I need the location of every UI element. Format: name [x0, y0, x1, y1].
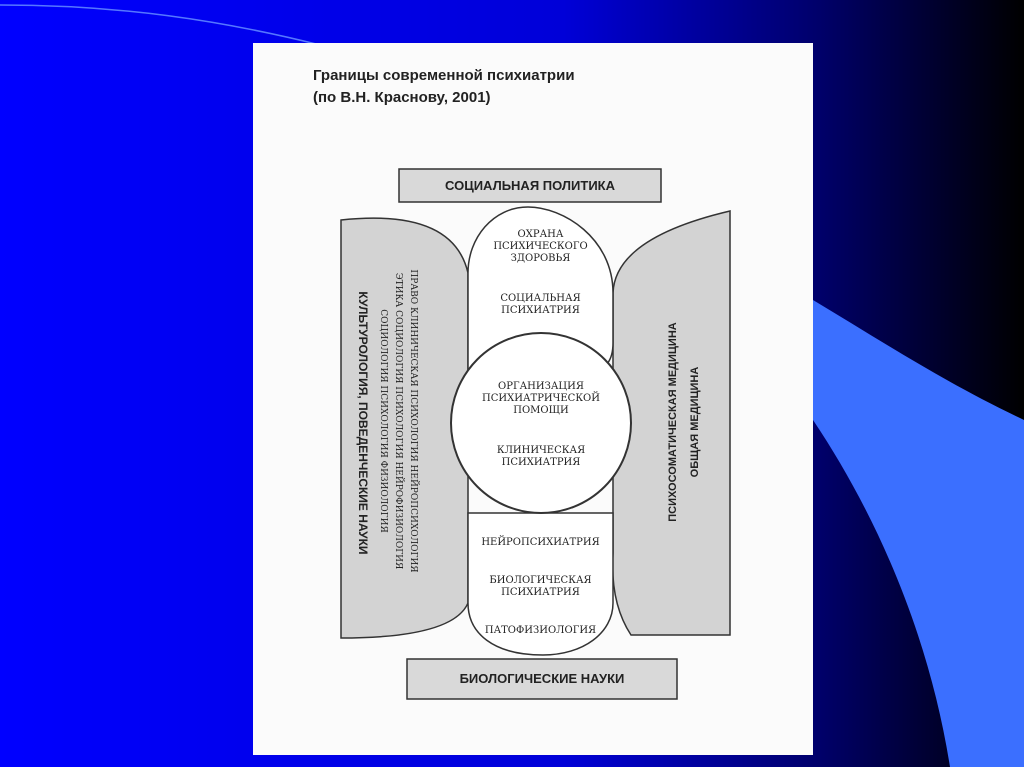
- top-ellipse-line1: ОХРАНА: [517, 229, 564, 240]
- bottom-box-label: БИОЛОГИЧЕСКИЕ НАУКИ: [459, 671, 625, 686]
- right-column-line1: ПСИХОСОМАТИЧЕСКАЯ МЕДИЦИНА: [667, 322, 679, 522]
- scanned-figure: [253, 43, 813, 755]
- top-ellipse-line5: ПСИХИАТРИЯ: [501, 305, 580, 316]
- center-circle-line5: ПСИХИАТРИЯ: [501, 457, 581, 468]
- figure-title-line2: (по В.Н. Краснову, 2001): [313, 89, 491, 106]
- top-ellipse-line2: ПСИХИЧЕСКОГО: [493, 241, 588, 252]
- left-column-main-label: КУЛЬТУРОЛОГИЯ, ПОВЕДЕНЧЕСКИЕ НАУКИ: [356, 291, 370, 555]
- top-ellipse-line3: ЗДОРОВЬЯ: [510, 253, 571, 264]
- center-circle-line4: КЛИНИЧЕСКАЯ: [496, 445, 586, 456]
- top-box-label: СОЦИАЛЬНАЯ ПОЛИТИКА: [445, 178, 615, 193]
- center-circle-line1: ОРГАНИЗАЦИЯ: [498, 381, 584, 392]
- bottom-ellipse-line1: НЕЙРОПСИХИАТРИЯ: [481, 537, 600, 548]
- left-column-row2: ЭТИКА СОЦИОЛОГИЯ ПСИХОЛОГИЯ НЕЙРОФИЗИОЛОГИЯ: [393, 272, 403, 570]
- bottom-ellipse-line4: ПАТОФИЗИОЛОГИЯ: [484, 625, 597, 636]
- center-circle-line3: ПОМОЩИ: [513, 405, 569, 416]
- left-column-row3: ПРАВО КЛИНИЧЕСКАЯ ПСИХОЛОГИЯ НЕЙРОПСИХОЛОГИЯ: [408, 269, 418, 573]
- center-circle: [451, 333, 631, 513]
- right-column-line2: ОБЩАЯ МЕДИЦИНА: [689, 366, 701, 478]
- figure-title-line1: Границы современной психиатрии: [313, 67, 575, 84]
- left-column-row1: СОЦИОЛОГИЯ ПСИХОЛОГИЯ ФИЗИОЛОГИЯ: [378, 309, 388, 533]
- bottom-ellipse-line2: БИОЛОГИЧЕСКАЯ: [489, 575, 592, 586]
- bottom-ellipse-line3: ПСИХИАТРИЯ: [501, 587, 580, 598]
- top-ellipse-line4: СОЦИАЛЬНАЯ: [500, 293, 581, 304]
- center-circle-line2: ПСИХИАТРИЧЕСКОЙ: [482, 393, 600, 404]
